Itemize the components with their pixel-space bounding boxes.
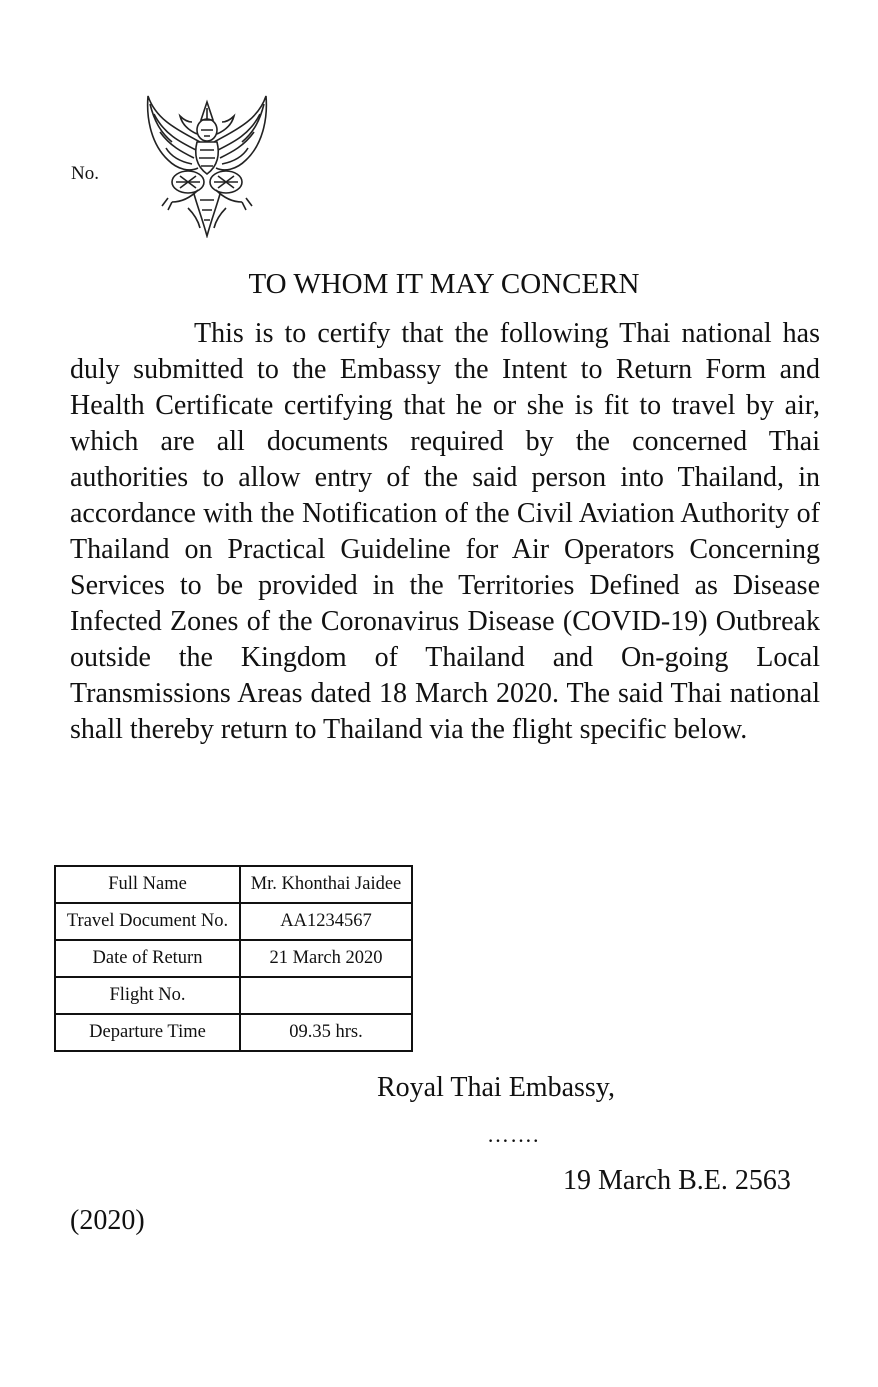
issue-date: 19 March B.E. 2563 xyxy=(563,1165,791,1196)
table-cell-value xyxy=(240,977,412,1014)
table-row xyxy=(55,977,412,1014)
table-row xyxy=(55,866,412,903)
traveler-info-table xyxy=(54,865,413,1052)
document-number-label: No. xyxy=(71,163,99,184)
table-cell-label: Flight No. xyxy=(55,977,240,1014)
table-cell-label: Date of Return xyxy=(55,940,240,977)
table-cell-value: AA1234567 xyxy=(240,903,412,940)
embassy-signature-line: Royal Thai Embassy, xyxy=(377,1072,615,1103)
garuda-emblem-icon xyxy=(138,90,276,238)
table-cell-label: Departure Time xyxy=(55,1014,240,1051)
table-cell-label: Travel Document No. xyxy=(55,903,240,940)
table-cell-value: 09.35 hrs. xyxy=(240,1014,412,1051)
table-cell-value: 21 March 2020 xyxy=(240,940,412,977)
table-cell-label: Full Name xyxy=(55,866,240,903)
page-title: TO WHOM IT MAY CONCERN xyxy=(248,268,640,300)
signature-placeholder: ……. xyxy=(487,1122,540,1147)
table-row xyxy=(55,1014,412,1051)
table-cell-value: Mr. Khonthai Jaidee xyxy=(240,866,412,903)
table-row xyxy=(55,940,412,977)
issue-year: (2020) xyxy=(70,1205,145,1236)
table-row xyxy=(55,903,412,940)
certification-body: This is to certify that the following Thai national has duly submitted to the Embassy the Intent to Return Form and Health Certificate certifying that he or she is fit to travel by air, which are all documents required by the concerned Thai authorities to allow entry of the said person into Thailand, in accordance with the Notification of the Civil Aviation Authority of Thailand on Practical Guideline for Air Operators Concerning Services to be provided in the Territories Defined as Disease Infected Zones of the Coronavirus Disease (COVID-19) Outbreak outside the Kingdom of Thailand and On-going Local Transmissions Areas dated 18 March 2020. The said Thai national shall thereby return to Thailand via the flight specific below. xyxy=(70,318,820,745)
